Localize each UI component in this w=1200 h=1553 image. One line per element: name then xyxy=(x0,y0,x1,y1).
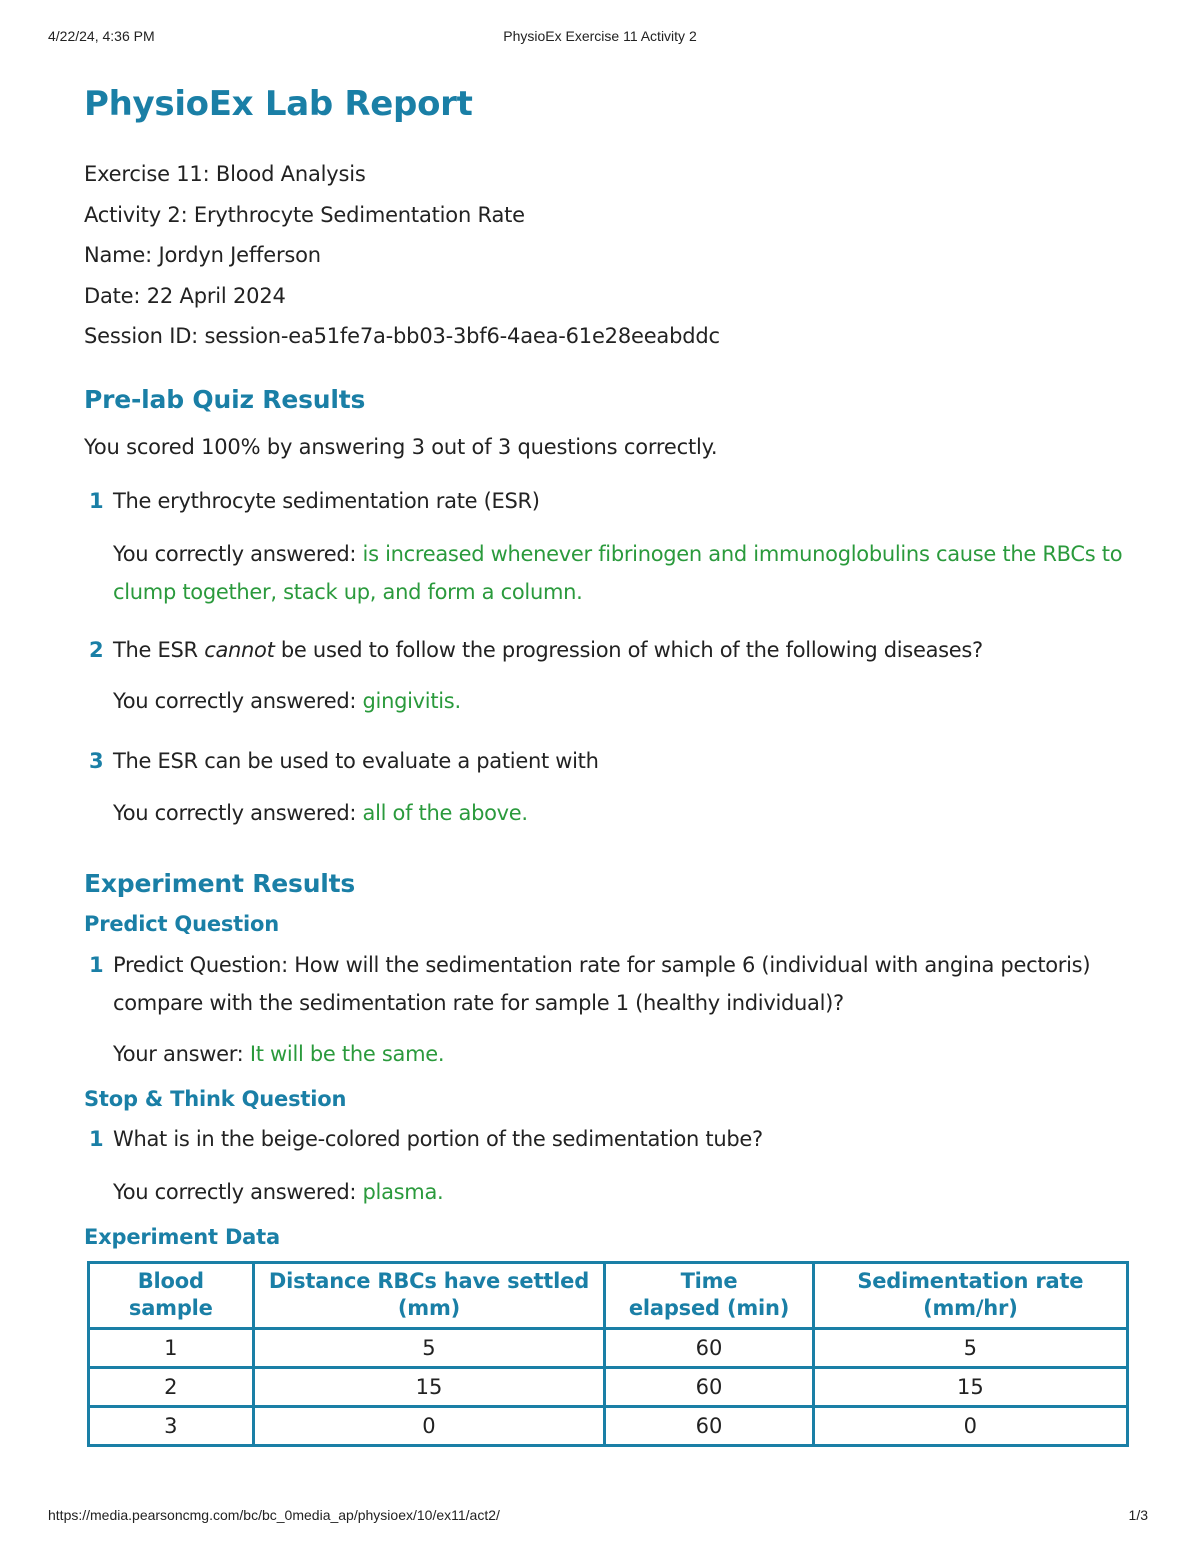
table-cell: 0 xyxy=(813,1406,1127,1445)
question-number: 2 xyxy=(89,637,104,662)
table-cell: 1 xyxy=(89,1328,254,1367)
predict-answer xyxy=(84,1035,1134,1073)
print-header xyxy=(48,28,1152,48)
stop-think-answer xyxy=(84,1173,1134,1211)
table-row xyxy=(89,1406,1128,1445)
table-cell: 15 xyxy=(253,1367,605,1406)
table-cell: 5 xyxy=(813,1328,1127,1367)
answer-text: plasma. xyxy=(362,1179,444,1204)
header-line: elapsed (min) xyxy=(628,1295,790,1320)
predict-heading: Predict Question xyxy=(84,911,279,936)
question-number: 3 xyxy=(89,748,104,773)
header-line: (mm/hr) xyxy=(923,1295,1018,1320)
header-line: Distance RBCs have settled xyxy=(268,1268,590,1293)
quiz-answer-3 xyxy=(84,794,1134,832)
print-page-title: PhysioEx Exercise 11 Activity 2 xyxy=(503,28,697,44)
table-row xyxy=(89,1328,1128,1367)
report-title: PhysioEx Lab Report xyxy=(84,84,473,124)
table-row xyxy=(89,1367,1128,1406)
column-header-time xyxy=(605,1262,813,1328)
table-header-row xyxy=(89,1262,1128,1328)
question-text-before: The ESR xyxy=(113,637,205,662)
quiz-question-3 xyxy=(84,742,1134,780)
experiment-data-table xyxy=(87,1261,1129,1447)
print-page-number: 1/3 xyxy=(1128,1507,1148,1523)
quiz-question-2 xyxy=(84,631,1134,669)
table-cell: 60 xyxy=(605,1328,813,1367)
predict-question xyxy=(84,946,1134,1022)
report-content xyxy=(84,80,1134,1447)
table-cell: 2 xyxy=(89,1367,254,1406)
question-text-after: be used to follow the progression of which of the following diseases? xyxy=(274,637,983,662)
quiz-answer-1 xyxy=(84,535,1134,611)
table-cell: 15 xyxy=(813,1367,1127,1406)
student-name: Name: Jordyn Jefferson xyxy=(84,243,321,267)
print-url: https://media.pearsoncmg.com/bc/bc_0media_ap/physioex/10/ex11/act2/ xyxy=(48,1507,500,1523)
session-id: Session ID: session-ea51fe7a-bb03-3bf6-4aea-61e28eeabddc xyxy=(84,324,720,348)
table-cell: 60 xyxy=(605,1367,813,1406)
answer-text: It will be the same. xyxy=(249,1041,445,1066)
answer-prefix: You correctly answered: xyxy=(113,1179,363,1204)
table-cell: 60 xyxy=(605,1406,813,1445)
quiz-answer-2 xyxy=(84,682,1134,720)
column-header-sedimentation-rate xyxy=(813,1262,1127,1328)
question-text: The erythrocyte sedimentation rate (ESR) xyxy=(113,488,540,513)
header-line: Blood xyxy=(137,1268,204,1293)
question-text: What is in the beige-colored portion of the sedimentation tube? xyxy=(113,1126,763,1151)
question-text: Predict Question: How will the sedimentation rate for sample 6 (individual with angina pectoris) compare with the sedimentation rate for sample 1 (healthy individual)? xyxy=(113,952,1091,1015)
header-line: Sedimentation rate xyxy=(857,1268,1084,1293)
table-cell: 5 xyxy=(253,1328,605,1367)
answer-prefix: You correctly answered: xyxy=(113,541,363,566)
column-header-distance xyxy=(253,1262,605,1328)
answer-prefix: You correctly answered: xyxy=(113,688,363,713)
answer-prefix: Your answer: xyxy=(113,1041,250,1066)
stop-think-heading: Stop & Think Question xyxy=(84,1086,347,1111)
answer-text: is increased whenever fibrinogen and immunoglobulins cause the RBCs to clump together, stack up, and form a column. xyxy=(113,541,1123,604)
question-text: The ESR can be used to evaluate a patient with xyxy=(113,748,599,773)
question-text-italic: cannot xyxy=(204,637,275,662)
column-header-blood-sample xyxy=(89,1262,254,1328)
header-line: Time xyxy=(680,1268,738,1293)
answer-text: all of the above. xyxy=(362,800,528,825)
activity-line: Activity 2: Erythrocyte Sedimentation Rate xyxy=(84,202,525,227)
question-number: 1 xyxy=(89,1126,104,1151)
print-datetime: 4/22/24, 4:36 PM xyxy=(48,28,155,44)
quiz-question-1 xyxy=(84,482,1134,520)
table-cell: 0 xyxy=(253,1406,605,1445)
question-number: 1 xyxy=(89,488,104,513)
question-number: 1 xyxy=(89,952,104,977)
report-date: Date: 22 April 2024 xyxy=(84,283,286,308)
answer-prefix: You correctly answered: xyxy=(113,800,363,825)
header-line: (mm) xyxy=(397,1295,461,1320)
answer-text: gingivitis. xyxy=(362,688,461,713)
experiment-data-heading: Experiment Data xyxy=(84,1224,280,1249)
header-line: sample xyxy=(128,1295,213,1320)
prelab-score: You scored 100% by answering 3 out of 3 questions correctly. xyxy=(84,434,718,459)
stop-think-question xyxy=(84,1120,1134,1158)
exercise-line: Exercise 11: Blood Analysis xyxy=(84,162,366,186)
table-cell: 3 xyxy=(89,1406,254,1445)
experiment-heading: Experiment Results xyxy=(84,868,356,898)
prelab-heading: Pre-lab Quiz Results xyxy=(84,384,366,414)
print-footer xyxy=(48,1507,1152,1527)
